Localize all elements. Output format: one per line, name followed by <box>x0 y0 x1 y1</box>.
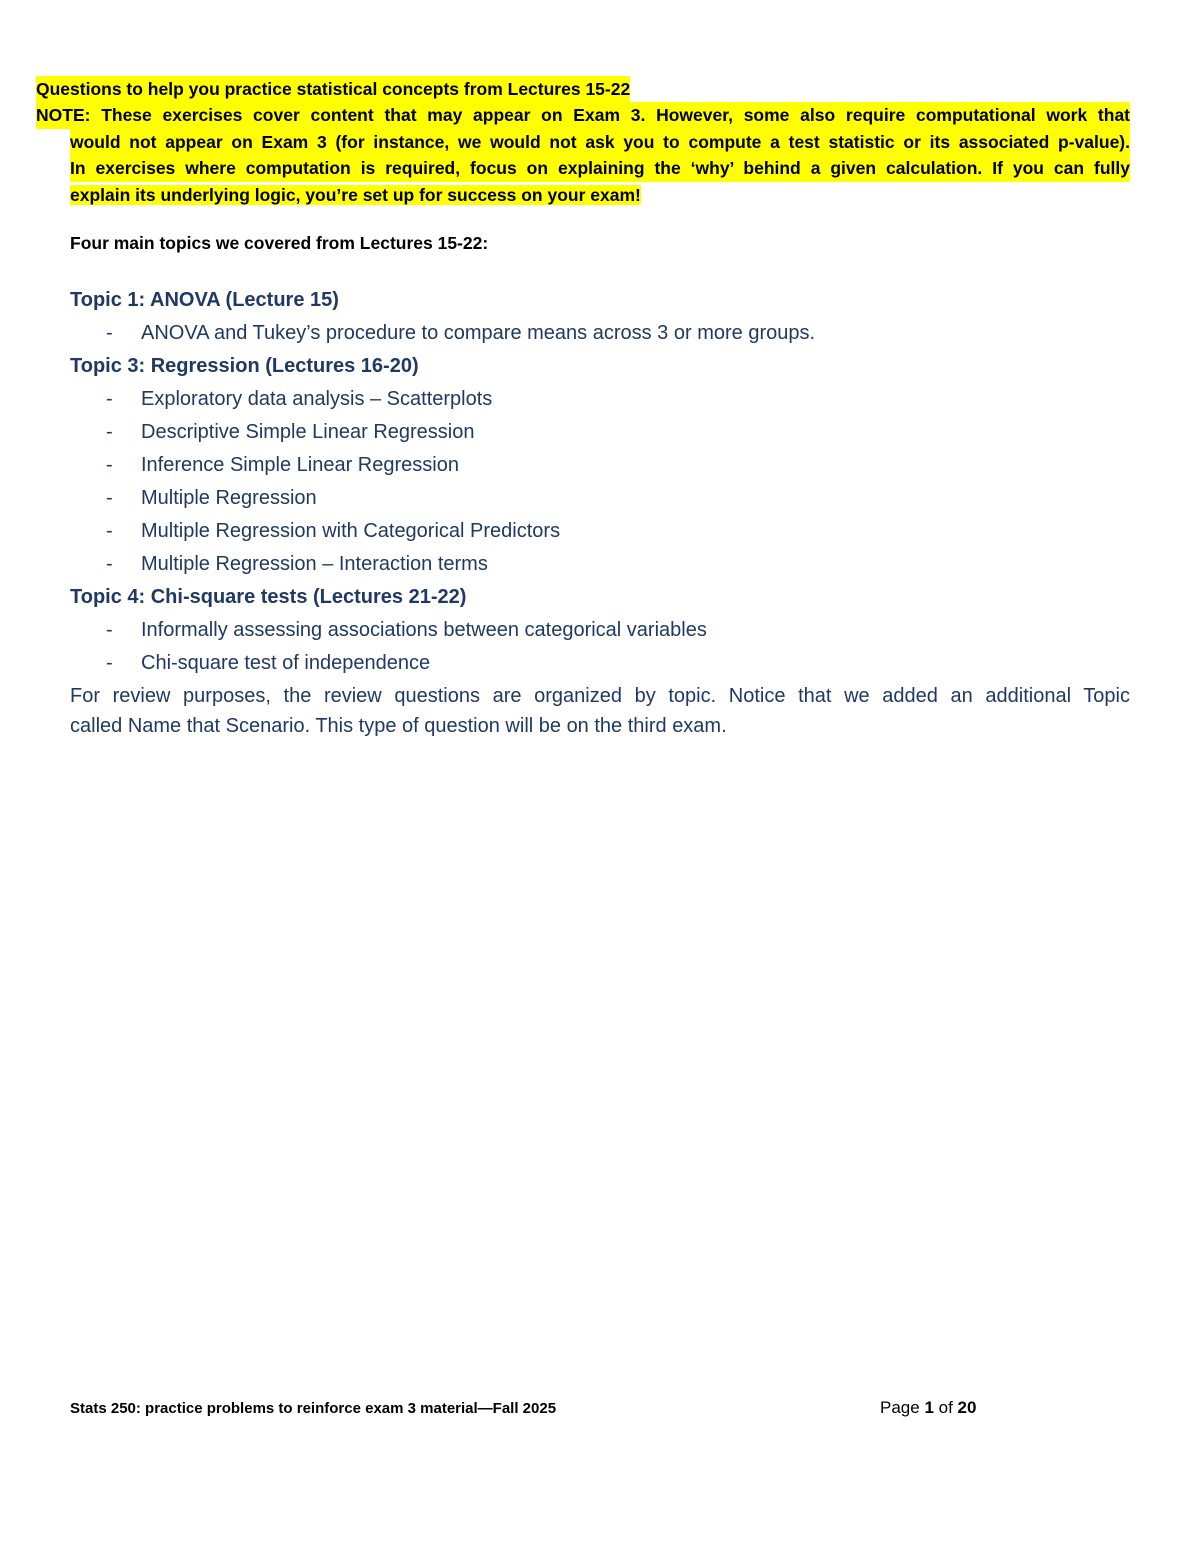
topics-subheading: Four main topics we covered from Lectures 15-22: <box>70 233 489 253</box>
topic-4-heading: Topic 4: Chi-square tests (Lectures 21-22) <box>70 586 467 608</box>
bullet-dash: - <box>106 619 113 641</box>
note-line-2: would not appear on Exam 3 (for instance, we would not ask you to compute a test statistic or its associated p-value). <box>36 129 1130 156</box>
topic-1-heading: Topic 1: ANOVA (Lecture 15) <box>70 289 339 311</box>
note-line-3: In exercises where computation is required, focus on explaining the ‘why’ behind a given calculation. If you can fully <box>36 155 1130 182</box>
intro-title: Questions to help you practice statistical concepts from Lectures 15-22 <box>36 76 630 103</box>
topic-list <box>70 285 1130 681</box>
review-line-2: called Name that Scenario. This type of question will be on the third exam. <box>70 715 727 737</box>
intro-note <box>36 102 1130 208</box>
bullet-dash: - <box>106 388 113 410</box>
bullet-dash: - <box>106 454 113 476</box>
note-line-1: NOTE: These exercises cover content that may appear on Exam 3. However, some also require computational work that <box>36 102 1130 129</box>
topic-3-heading: Topic 3: Regression (Lectures 16-20) <box>70 355 419 377</box>
footer-page-number: Page 1 of 20 <box>880 1398 977 1417</box>
bullet-dash: - <box>106 487 113 509</box>
list-item: - Multiple Regression with Categorical Predictors <box>70 516 1130 549</box>
list-item: - ANOVA and Tukey’s procedure to compare means across 3 or more groups. <box>70 318 1130 351</box>
note-line-4: explain its underlying logic, you’re set up for success on your exam! <box>70 184 641 205</box>
footer-course-title: Stats 250: practice problems to reinforce exam 3 material—Fall 2025 <box>70 1400 557 1417</box>
list-item: - Inference Simple Linear Regression <box>70 450 1130 483</box>
list-item: - Multiple Regression <box>70 483 1130 516</box>
bullet-dash: - <box>106 421 113 443</box>
review-line-1: For review purposes, the review questions are organized by topic. Notice that we added an additional Topic <box>70 685 1130 707</box>
review-paragraph <box>70 681 1130 741</box>
list-item: - Descriptive Simple Linear Regression <box>70 417 1130 450</box>
list-item: - Multiple Regression – Interaction terms <box>70 549 1130 582</box>
bullet-dash: - <box>106 652 113 674</box>
bullet-dash: - <box>106 322 113 344</box>
bullet-dash: - <box>106 520 113 542</box>
bullet-dash: - <box>106 553 113 575</box>
list-item: - Informally assessing associations between categorical variables <box>70 615 1130 648</box>
list-item: - Exploratory data analysis – Scatterplots <box>70 384 1130 417</box>
list-item: - Chi-square test of independence <box>70 648 1130 681</box>
